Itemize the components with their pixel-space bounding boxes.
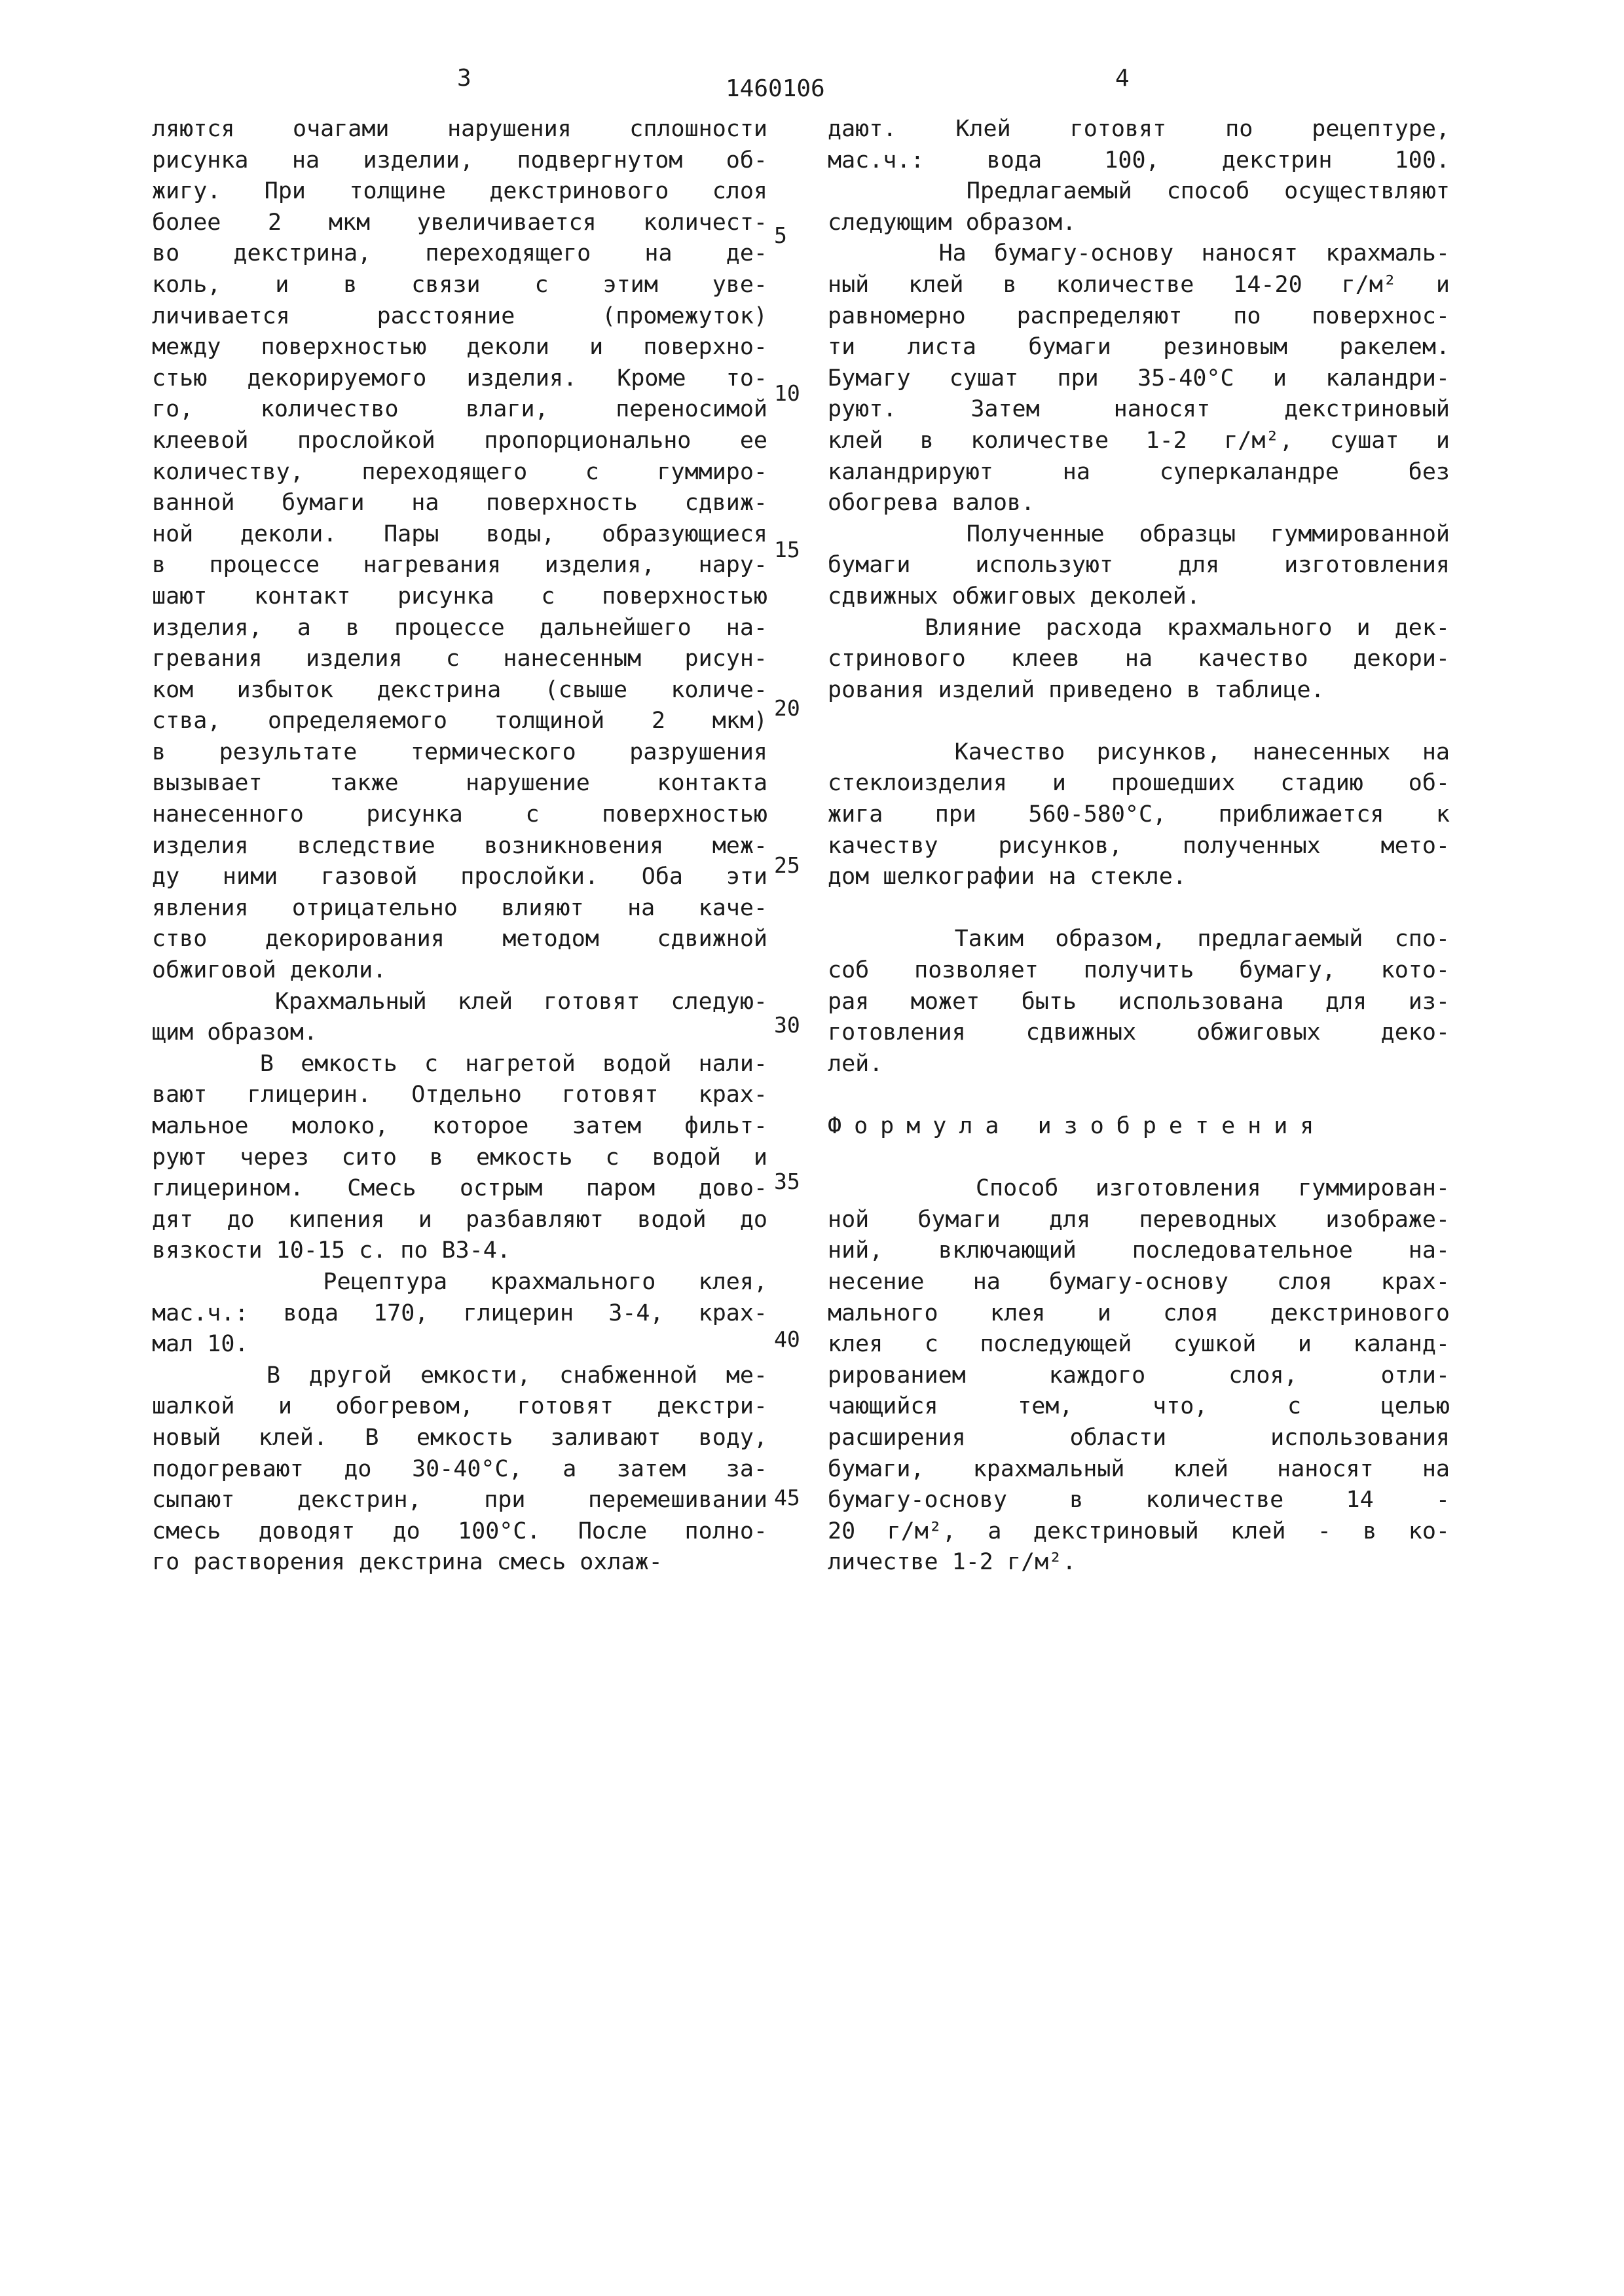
text-line: вают глицерин. Отдельно готовят крах-: [152, 1082, 767, 1108]
formula-heading: Формула изобретения: [828, 1113, 1327, 1139]
text-line: в результате термического разрушения: [152, 738, 767, 765]
text-line: Влияние расхода крахмального и дек-: [828, 614, 1450, 641]
text-line: вызывает также нарушение контакта: [152, 770, 767, 797]
text-line: ний, включающий последовательное на-: [828, 1237, 1450, 1264]
text-line: стринового клеев на качество декори-: [828, 646, 1450, 672]
text-line: стью декорируемого изделия. Кроме то-: [152, 365, 767, 392]
text-line: Полученные образцы гуммированной: [828, 520, 1450, 547]
text-line: нанесенного рисунка с поверхностью: [152, 801, 767, 828]
text-line: гревания изделия с нанесенным рисун-: [152, 646, 767, 672]
text-line: ду ними газовой прослойки. Оба эти: [152, 864, 767, 890]
patent-number: 1460106: [726, 75, 825, 102]
text-line: дят до кипения и разбавляют водой до: [152, 1206, 767, 1233]
text-line: равномерно распределяют по поверхнос-: [828, 302, 1450, 329]
text-line: сыпают декстрин, при перемешивании: [152, 1487, 767, 1514]
text-line: жига при 560-580°С, приближается к: [828, 801, 1450, 828]
text-line: дают. Клей готовят по рецептуре,: [828, 116, 1450, 142]
text-line: бумагу-основу в количестве 14 -: [828, 1487, 1450, 1514]
text-line: [828, 706, 1450, 737]
text-line: щим образом.: [152, 1019, 318, 1046]
line-number: 20: [774, 695, 800, 721]
text-line: Предлагаемый способ осуществляют: [828, 178, 1450, 205]
page-number-right: 4: [1115, 65, 1130, 92]
text-line: расширения области использования: [828, 1424, 1450, 1451]
text-line: качеству рисунков, полученных мето-: [828, 832, 1450, 859]
right-text-column: [828, 114, 1450, 1578]
text-line: во декстрина, переходящего на де-: [152, 240, 767, 267]
text-line: бумаги, крахмальный клей наносят на: [828, 1455, 1450, 1482]
text-line: личестве 1-2 г/м².: [828, 1549, 1077, 1576]
text-line: В другой емкости, снабженной ме-: [152, 1362, 767, 1389]
text-line: коль, и в связи с этим уве-: [152, 271, 767, 298]
text-line: На бумагу-основу наносят крахмаль-: [828, 240, 1450, 267]
text-line: рая может быть использована для из-: [828, 988, 1450, 1015]
text-line: лей.: [828, 1050, 883, 1077]
line-number: 40: [774, 1326, 800, 1352]
page-number-left: 3: [457, 65, 471, 92]
text-line: дом шелкографии на стекле.: [828, 864, 1187, 890]
text-line: ком избыток декстрина (свыше количе-: [152, 676, 767, 703]
text-line: ство декорирования методом сдвижной: [152, 926, 767, 953]
text-line: бумаги используют для изготовления: [828, 552, 1450, 579]
text-line: сдвижных обжиговых деколей.: [828, 583, 1200, 610]
text-line: жигу. При толщине декстринового слоя: [152, 178, 767, 205]
text-line: шалкой и обогревом, готовят декстри-: [152, 1393, 767, 1420]
text-line: между поверхностью деколи и поверхно-: [152, 334, 767, 361]
text-line: явления отрицательно влияют на каче-: [152, 894, 767, 921]
text-line: [828, 1080, 1450, 1111]
text-line: ляются очагами нарушения сплошности: [152, 116, 767, 142]
text-line: количеству, переходящего с гуммиро-: [152, 458, 767, 485]
text-line: стеклоизделия и прошедших стадию об-: [828, 770, 1450, 797]
text-line: клей в количестве 1-2 г/м², сушат и: [828, 427, 1450, 454]
text-line: вязкости 10-15 с. по ВЗ-4.: [152, 1237, 511, 1264]
text-line: в процессе нагревания изделия, нару-: [152, 552, 767, 579]
text-line: мального клея и слоя декстринового: [828, 1300, 1450, 1326]
line-number: 25: [774, 852, 800, 878]
text-line: рированием каждого слоя, отли-: [828, 1362, 1450, 1389]
text-line: Качество рисунков, нанесенных на: [828, 738, 1450, 765]
text-line: ти листа бумаги резиновым ракелем.: [828, 334, 1450, 361]
text-line: Способ изготовления гуммирован-: [828, 1175, 1450, 1202]
text-line: обогрева валов.: [828, 490, 1035, 517]
text-line: обжиговой деколи.: [152, 957, 387, 984]
text-line: ной бумаги для переводных изображе-: [828, 1206, 1450, 1233]
line-number: 5: [774, 223, 787, 248]
text-line: Рецептура крахмального клея,: [152, 1268, 767, 1295]
text-line: В емкость с нагретой водой нали-: [152, 1050, 767, 1077]
text-line: клея с последующей сушкой и каланд-: [828, 1331, 1450, 1358]
text-line: готовления сдвижных обжиговых деко-: [828, 1019, 1450, 1046]
text-line: каландрируют на суперкаландре без: [828, 458, 1450, 485]
line-number: 10: [774, 380, 800, 406]
text-line: го растворения декстрина смесь охлаж-: [152, 1549, 663, 1576]
text-line: новый клей. В емкость заливают воду,: [152, 1424, 767, 1451]
text-line: ванной бумаги на поверхность сдвиж-: [152, 490, 767, 517]
text-line: смесь доводят до 100°С. После полно-: [152, 1518, 767, 1544]
text-line: ный клей в количестве 14-20 г/м² и: [828, 271, 1450, 298]
text-line: [828, 1142, 1450, 1174]
text-line: ной деколи. Пары воды, образующиеся: [152, 520, 767, 547]
text-line: соб позволяет получить бумагу, кото-: [828, 957, 1450, 984]
text-line: чающийся тем, что, с целью: [828, 1393, 1450, 1420]
text-line: руют. Затем наносят декстриновый: [828, 396, 1450, 423]
text-line: более 2 мкм увеличивается количест-: [152, 209, 767, 236]
text-line: изделия, а в процессе дальнейшего на-: [152, 614, 767, 641]
text-line: 20 г/м², а декстриновый клей - в ко-: [828, 1518, 1450, 1544]
text-line: ства, определяемого толщиной 2 мкм): [152, 708, 767, 735]
text-line: мальное молоко, которое затем фильт-: [152, 1113, 767, 1139]
text-line: Таким образом, предлагаемый спо-: [828, 926, 1450, 953]
text-line: следующим образом.: [828, 209, 1077, 236]
text-line: глицерином. Смесь острым паром дово-: [152, 1175, 767, 1202]
text-line: руют через сито в емкость с водой и: [152, 1144, 767, 1171]
line-number: 15: [774, 537, 800, 562]
left-text-column: [152, 114, 767, 1578]
text-line: Крахмальный клей готовят следую-: [152, 988, 767, 1015]
text-line: подогревают до 30-40°С, а затем за-: [152, 1455, 767, 1482]
text-line: личивается расстояние (промежуток): [152, 302, 767, 329]
text-line: мал 10.: [152, 1331, 249, 1358]
text-line: мас.ч.: вода 100, декстрин 100.: [828, 147, 1450, 173]
line-number: 30: [774, 1012, 800, 1038]
text-line: шают контакт рисунка с поверхностью: [152, 583, 767, 610]
text-line: изделия вследствие возникновения меж-: [152, 832, 767, 859]
text-line: клеевой прослойкой пропорционально ее: [152, 427, 767, 454]
text-line: несение на бумагу-основу слоя крах-: [828, 1268, 1450, 1295]
text-line: [828, 893, 1450, 924]
text-line: Бумагу сушат при 35-40°С и каландри-: [828, 365, 1450, 392]
text-line: го, количество влаги, переносимой: [152, 396, 767, 423]
text-line: рисунка на изделии, подвергнутом об-: [152, 147, 767, 173]
text-line: рования изделий приведено в таблице.: [828, 676, 1325, 703]
line-number: 45: [774, 1485, 800, 1510]
text-line: мас.ч.: вода 170, глицерин 3-4, крах-: [152, 1300, 767, 1326]
line-number: 35: [774, 1169, 800, 1194]
